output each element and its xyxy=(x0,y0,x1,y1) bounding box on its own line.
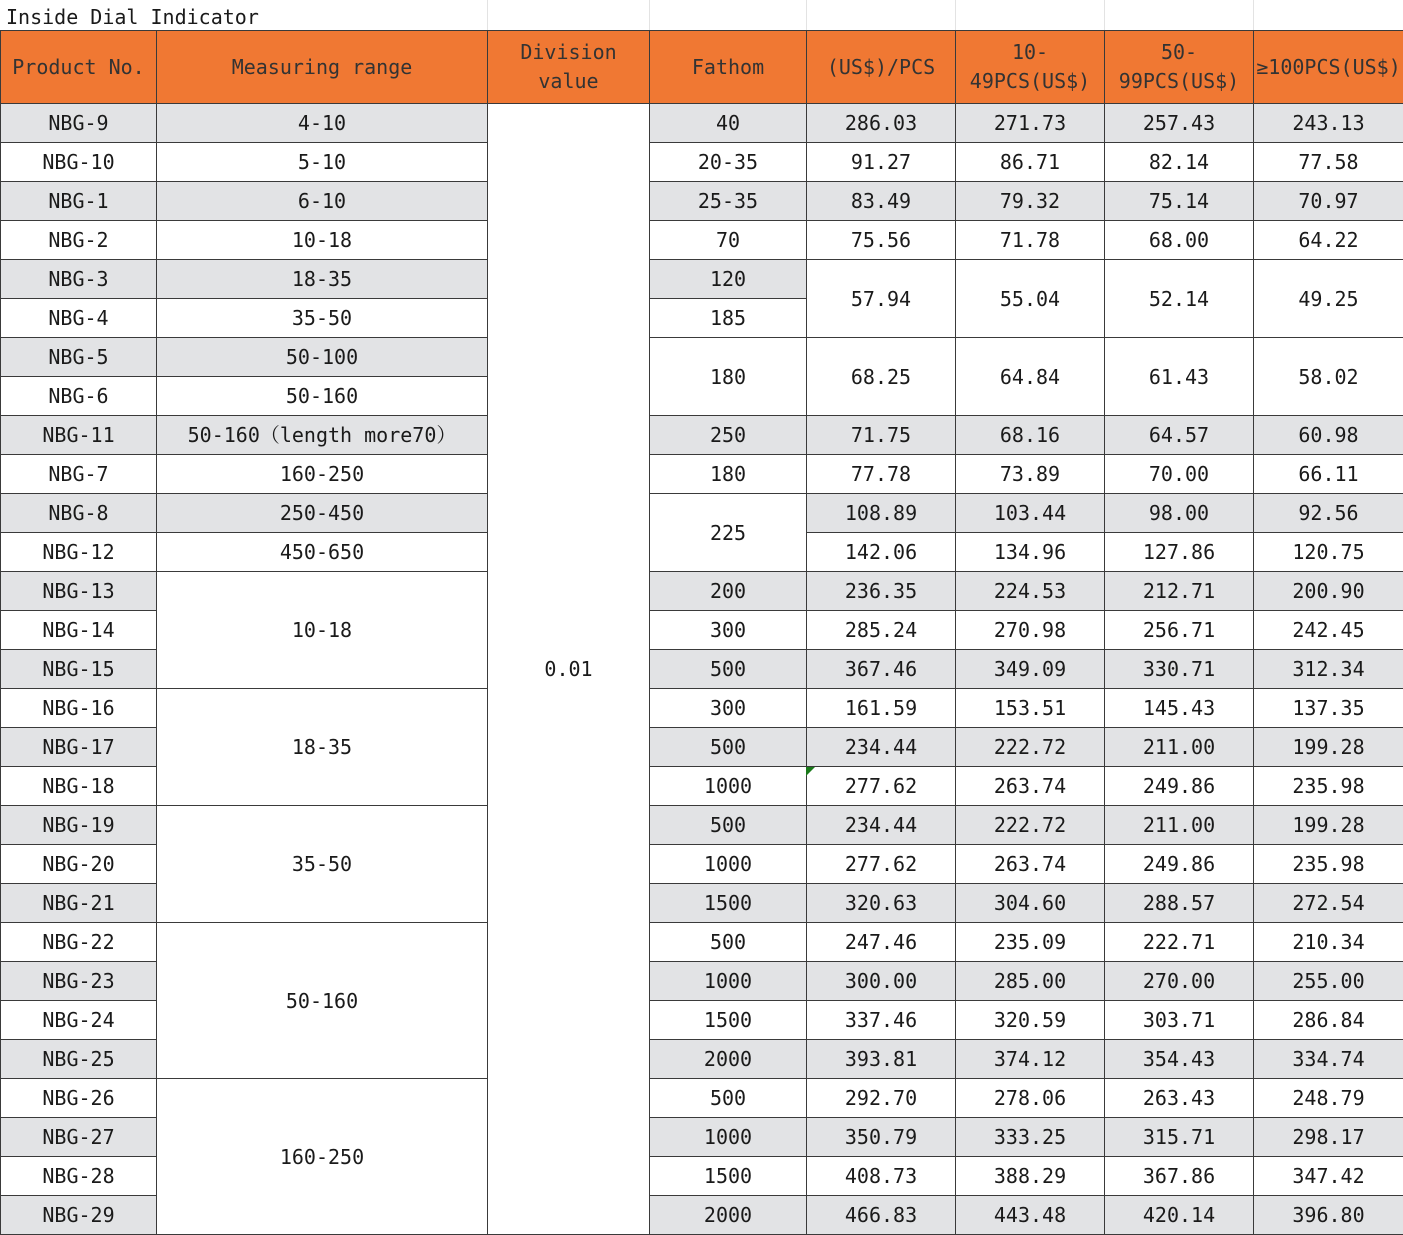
fathom-cell: 1000 xyxy=(650,767,807,806)
price-50-99-cell: 256.71 xyxy=(1105,611,1254,650)
table-row xyxy=(1,416,1403,455)
gridline xyxy=(955,0,956,30)
product-no-cell: NBG-24 xyxy=(1,1001,157,1040)
price-100-plus-cell: 49.25 xyxy=(1254,260,1403,338)
price-per-pcs-cell: 71.75 xyxy=(807,416,956,455)
price-100-plus-cell: 70.97 xyxy=(1254,182,1403,221)
price-10-49-cell: 153.51 xyxy=(956,689,1105,728)
price-10-49-cell: 285.00 xyxy=(956,962,1105,1001)
header-row xyxy=(1,31,1403,104)
price-per-pcs-cell: 300.00 xyxy=(807,962,956,1001)
fathom-cell: 1000 xyxy=(650,845,807,884)
price-10-49-cell: 55.04 xyxy=(956,260,1105,338)
table-row xyxy=(1,1079,1403,1118)
price-10-49-cell: 349.09 xyxy=(956,650,1105,689)
price-10-49-cell: 134.96 xyxy=(956,533,1105,572)
price-50-99-cell: 64.57 xyxy=(1105,416,1254,455)
price-50-99-cell: 70.00 xyxy=(1105,455,1254,494)
price-10-49-cell: 304.60 xyxy=(956,884,1105,923)
price-100-plus-cell: 248.79 xyxy=(1254,1079,1403,1118)
price-100-plus-cell: 334.74 xyxy=(1254,1040,1403,1079)
table-row xyxy=(1,260,1403,299)
price-per-pcs-cell: 57.94 xyxy=(807,260,956,338)
header-price-10-49: 10-49PCS(US$) xyxy=(956,31,1105,104)
fathom-cell: 70 xyxy=(650,221,807,260)
price-100-plus-cell: 120.75 xyxy=(1254,533,1403,572)
fathom-cell: 25-35 xyxy=(650,182,807,221)
price-per-pcs-cell: 108.89 xyxy=(807,494,956,533)
measuring-range-cell: 5-10 xyxy=(157,143,488,182)
price-per-pcs-cell: 393.81 xyxy=(807,1040,956,1079)
price-per-pcs-cell: 77.78 xyxy=(807,455,956,494)
price-50-99-cell: 98.00 xyxy=(1105,494,1254,533)
measuring-range-cell: 450-650 xyxy=(157,533,488,572)
fathom-cell: 40 xyxy=(650,104,807,143)
product-no-cell: NBG-1 xyxy=(1,182,157,221)
price-50-99-cell: 75.14 xyxy=(1105,182,1254,221)
price-per-pcs-cell: 286.03 xyxy=(807,104,956,143)
product-no-cell: NBG-14 xyxy=(1,611,157,650)
price-100-plus-cell: 298.17 xyxy=(1254,1118,1403,1157)
price-50-99-cell: 330.71 xyxy=(1105,650,1254,689)
price-100-plus-cell: 200.90 xyxy=(1254,572,1403,611)
price-per-pcs-cell: 234.44 xyxy=(807,806,956,845)
price-50-99-cell: 270.00 xyxy=(1105,962,1254,1001)
product-no-cell: NBG-20 xyxy=(1,845,157,884)
measuring-range-cell: 50-160 xyxy=(157,377,488,416)
fathom-cell: 500 xyxy=(650,650,807,689)
header-division-value: Division value xyxy=(488,31,650,104)
product-no-cell: NBG-3 xyxy=(1,260,157,299)
gridline xyxy=(487,0,488,30)
table-row xyxy=(1,182,1403,221)
price-10-49-cell: 263.74 xyxy=(956,845,1105,884)
product-no-cell: NBG-19 xyxy=(1,806,157,845)
price-100-plus-cell: 92.56 xyxy=(1254,494,1403,533)
price-50-99-cell: 288.57 xyxy=(1105,884,1254,923)
price-100-plus-cell: 199.28 xyxy=(1254,728,1403,767)
price-10-49-cell: 222.72 xyxy=(956,806,1105,845)
price-100-plus-cell: 77.58 xyxy=(1254,143,1403,182)
table-row xyxy=(1,572,1403,611)
sheet-title: Inside Dial Indicator xyxy=(6,5,259,29)
product-no-cell: NBG-12 xyxy=(1,533,157,572)
product-no-cell: NBG-8 xyxy=(1,494,157,533)
fathom-cell: 300 xyxy=(650,689,807,728)
measuring-range-cell: 35-50 xyxy=(157,806,488,923)
price-10-49-cell: 222.72 xyxy=(956,728,1105,767)
price-10-49-cell: 333.25 xyxy=(956,1118,1105,1157)
price-per-pcs-cell: 161.59 xyxy=(807,689,956,728)
product-no-cell: NBG-21 xyxy=(1,884,157,923)
price-per-pcs-cell: 292.70 xyxy=(807,1079,956,1118)
product-no-cell: NBG-23 xyxy=(1,962,157,1001)
price-50-99-cell: 257.43 xyxy=(1105,104,1254,143)
price-table xyxy=(0,30,1403,1235)
price-50-99-cell: 68.00 xyxy=(1105,221,1254,260)
price-100-plus-cell: 243.13 xyxy=(1254,104,1403,143)
fathom-cell: 2000 xyxy=(650,1040,807,1079)
product-no-cell: NBG-29 xyxy=(1,1196,157,1235)
price-per-pcs-cell: 408.73 xyxy=(807,1157,956,1196)
sheet-title-row xyxy=(0,0,1403,30)
header-product-no: Product No. xyxy=(1,31,157,104)
price-50-99-cell: 303.71 xyxy=(1105,1001,1254,1040)
price-50-99-cell: 145.43 xyxy=(1105,689,1254,728)
measuring-range-cell: 4-10 xyxy=(157,104,488,143)
price-100-plus-cell: 242.45 xyxy=(1254,611,1403,650)
price-100-plus-cell: 312.34 xyxy=(1254,650,1403,689)
cell-comment-marker xyxy=(806,767,815,776)
price-10-49-cell: 278.06 xyxy=(956,1079,1105,1118)
price-50-99-cell: 82.14 xyxy=(1105,143,1254,182)
product-no-cell: NBG-7 xyxy=(1,455,157,494)
price-per-pcs-cell: 320.63 xyxy=(807,884,956,923)
price-per-pcs-cell: 277.62 xyxy=(807,845,956,884)
header-measuring-range: Measuring range xyxy=(157,31,488,104)
measuring-range-cell: 50-160（length more70） xyxy=(157,416,488,455)
price-10-49-cell: 270.98 xyxy=(956,611,1105,650)
product-no-cell: NBG-27 xyxy=(1,1118,157,1157)
price-50-99-cell: 211.00 xyxy=(1105,728,1254,767)
price-50-99-cell: 61.43 xyxy=(1105,338,1254,416)
price-50-99-cell: 212.71 xyxy=(1105,572,1254,611)
measuring-range-cell: 160-250 xyxy=(157,1079,488,1235)
price-100-plus-cell: 137.35 xyxy=(1254,689,1403,728)
header-price-per-pcs: (US$)/PCS xyxy=(807,31,956,104)
fathom-cell: 180 xyxy=(650,455,807,494)
fathom-cell: 185 xyxy=(650,299,807,338)
price-10-49-cell: 235.09 xyxy=(956,923,1105,962)
price-per-pcs-cell: 367.46 xyxy=(807,650,956,689)
price-per-pcs-cell: 83.49 xyxy=(807,182,956,221)
price-per-pcs-cell: 75.56 xyxy=(807,221,956,260)
product-no-cell: NBG-10 xyxy=(1,143,157,182)
fathom-cell: 20-35 xyxy=(650,143,807,182)
measuring-range-cell: 35-50 xyxy=(157,299,488,338)
measuring-range-cell: 18-35 xyxy=(157,260,488,299)
price-per-pcs-cell: 236.35 xyxy=(807,572,956,611)
price-10-49-cell: 68.16 xyxy=(956,416,1105,455)
price-50-99-cell: 367.86 xyxy=(1105,1157,1254,1196)
measuring-range-cell: 50-160 xyxy=(157,923,488,1079)
product-no-cell: NBG-25 xyxy=(1,1040,157,1079)
price-100-plus-cell: 396.80 xyxy=(1254,1196,1403,1235)
price-100-plus-cell: 64.22 xyxy=(1254,221,1403,260)
price-per-pcs-cell: 142.06 xyxy=(807,533,956,572)
price-10-49-cell: 388.29 xyxy=(956,1157,1105,1196)
price-10-49-cell: 263.74 xyxy=(956,767,1105,806)
header-price-100-plus: ≥100PCS(US$) xyxy=(1254,31,1403,104)
price-10-49-cell: 73.89 xyxy=(956,455,1105,494)
product-no-cell: NBG-15 xyxy=(1,650,157,689)
price-10-49-cell: 224.53 xyxy=(956,572,1105,611)
price-100-plus-cell: 58.02 xyxy=(1254,338,1403,416)
fathom-cell: 500 xyxy=(650,1079,807,1118)
price-50-99-cell: 263.43 xyxy=(1105,1079,1254,1118)
price-per-pcs-cell: 247.46 xyxy=(807,923,956,962)
table-row xyxy=(1,338,1403,377)
price-100-plus-cell: 235.98 xyxy=(1254,767,1403,806)
price-50-99-cell: 354.43 xyxy=(1105,1040,1254,1079)
table-row xyxy=(1,221,1403,260)
division-value-cell: 0.01 xyxy=(488,104,650,1235)
table-row xyxy=(1,494,1403,533)
product-no-cell: NBG-11 xyxy=(1,416,157,455)
fathom-cell: 1500 xyxy=(650,1157,807,1196)
measuring-range-cell: 160-250 xyxy=(157,455,488,494)
price-100-plus-cell: 286.84 xyxy=(1254,1001,1403,1040)
fathom-cell: 500 xyxy=(650,806,807,845)
product-no-cell: NBG-4 xyxy=(1,299,157,338)
header-fathom: Fathom xyxy=(650,31,807,104)
price-per-pcs-cell: 337.46 xyxy=(807,1001,956,1040)
price-100-plus-cell: 66.11 xyxy=(1254,455,1403,494)
table-row xyxy=(1,104,1403,143)
product-no-cell: NBG-16 xyxy=(1,689,157,728)
price-100-plus-cell: 210.34 xyxy=(1254,923,1403,962)
price-100-plus-cell: 235.98 xyxy=(1254,845,1403,884)
table-row xyxy=(1,923,1403,962)
fathom-cell: 300 xyxy=(650,611,807,650)
price-10-49-cell: 103.44 xyxy=(956,494,1105,533)
fathom-cell: 500 xyxy=(650,728,807,767)
price-50-99-cell: 249.86 xyxy=(1105,767,1254,806)
price-per-pcs-cell: 68.25 xyxy=(807,338,956,416)
table-row xyxy=(1,455,1403,494)
fathom-cell: 225 xyxy=(650,494,807,572)
table-row xyxy=(1,806,1403,845)
price-10-49-cell: 443.48 xyxy=(956,1196,1105,1235)
price-10-49-cell: 320.59 xyxy=(956,1001,1105,1040)
fathom-cell: 1000 xyxy=(650,1118,807,1157)
product-no-cell: NBG-2 xyxy=(1,221,157,260)
measuring-range-cell: 250-450 xyxy=(157,494,488,533)
price-10-49-cell: 271.73 xyxy=(956,104,1105,143)
measuring-range-cell: 6-10 xyxy=(157,182,488,221)
fathom-cell: 180 xyxy=(650,338,807,416)
measuring-range-cell: 50-100 xyxy=(157,338,488,377)
price-10-49-cell: 374.12 xyxy=(956,1040,1105,1079)
product-no-cell: NBG-5 xyxy=(1,338,157,377)
price-per-pcs-cell: 350.79 xyxy=(807,1118,956,1157)
price-10-49-cell: 79.32 xyxy=(956,182,1105,221)
measuring-range-cell: 10-18 xyxy=(157,221,488,260)
fathom-cell: 1500 xyxy=(650,884,807,923)
price-50-99-cell: 420.14 xyxy=(1105,1196,1254,1235)
price-per-pcs-cell: 234.44 xyxy=(807,728,956,767)
price-50-99-cell: 222.71 xyxy=(1105,923,1254,962)
table-row xyxy=(1,689,1403,728)
price-100-plus-cell: 272.54 xyxy=(1254,884,1403,923)
price-50-99-cell: 52.14 xyxy=(1105,260,1254,338)
price-100-plus-cell: 60.98 xyxy=(1254,416,1403,455)
price-100-plus-cell: 255.00 xyxy=(1254,962,1403,1001)
price-10-49-cell: 64.84 xyxy=(956,338,1105,416)
product-no-cell: NBG-6 xyxy=(1,377,157,416)
price-per-pcs-cell: 285.24 xyxy=(807,611,956,650)
product-no-cell: NBG-28 xyxy=(1,1157,157,1196)
product-no-cell: NBG-22 xyxy=(1,923,157,962)
price-100-plus-cell: 347.42 xyxy=(1254,1157,1403,1196)
price-10-49-cell: 86.71 xyxy=(956,143,1105,182)
price-per-pcs-cell: 277.62 xyxy=(807,767,956,806)
price-50-99-cell: 127.86 xyxy=(1105,533,1254,572)
fathom-cell: 1500 xyxy=(650,1001,807,1040)
gridline xyxy=(1253,0,1254,30)
price-50-99-cell: 249.86 xyxy=(1105,845,1254,884)
gridline xyxy=(1104,0,1105,30)
gridline xyxy=(806,0,807,30)
product-no-cell: NBG-18 xyxy=(1,767,157,806)
fathom-cell: 250 xyxy=(650,416,807,455)
price-per-pcs-cell: 466.83 xyxy=(807,1196,956,1235)
fathom-cell: 120 xyxy=(650,260,807,299)
product-no-cell: NBG-17 xyxy=(1,728,157,767)
price-per-pcs-cell: 91.27 xyxy=(807,143,956,182)
product-no-cell: NBG-13 xyxy=(1,572,157,611)
fathom-cell: 2000 xyxy=(650,1196,807,1235)
header-price-50-99: 50-99PCS(US$) xyxy=(1105,31,1254,104)
table-body xyxy=(1,104,1403,1235)
fathom-cell: 200 xyxy=(650,572,807,611)
measuring-range-cell: 18-35 xyxy=(157,689,488,806)
price-100-plus-cell: 199.28 xyxy=(1254,806,1403,845)
measuring-range-cell: 10-18 xyxy=(157,572,488,689)
fathom-cell: 1000 xyxy=(650,962,807,1001)
price-50-99-cell: 211.00 xyxy=(1105,806,1254,845)
gridline xyxy=(649,0,650,30)
price-10-49-cell: 71.78 xyxy=(956,221,1105,260)
price-50-99-cell: 315.71 xyxy=(1105,1118,1254,1157)
product-no-cell: NBG-9 xyxy=(1,104,157,143)
product-no-cell: NBG-26 xyxy=(1,1079,157,1118)
fathom-cell: 500 xyxy=(650,923,807,962)
table-row xyxy=(1,143,1403,182)
